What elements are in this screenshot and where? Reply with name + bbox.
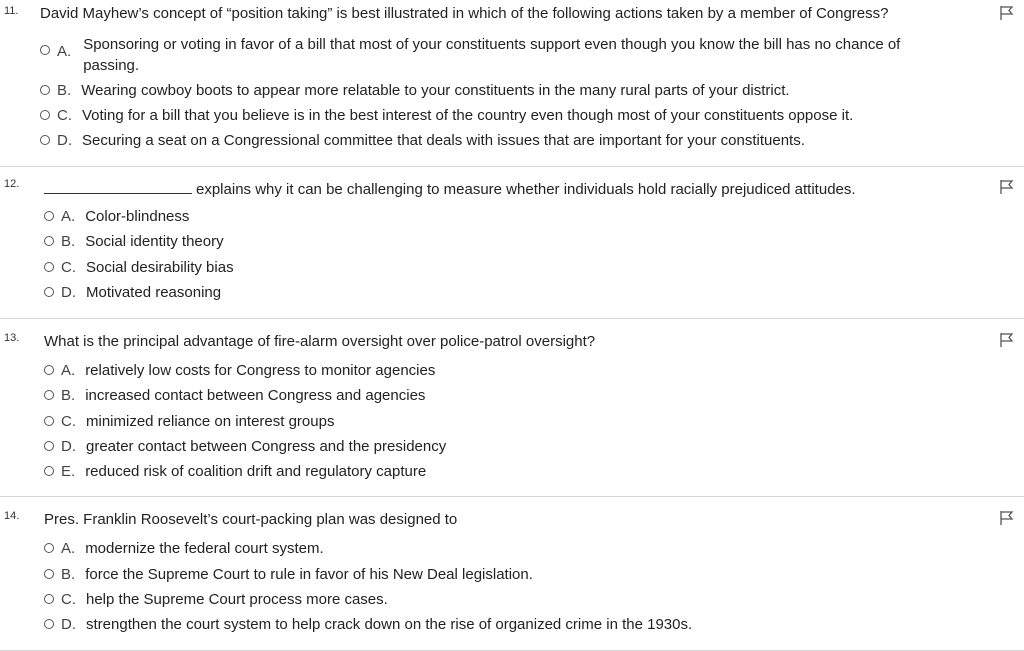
option-letter: C. <box>61 591 76 608</box>
radio-button[interactable] <box>44 390 54 400</box>
option-text: Color-blindness <box>85 208 190 225</box>
option-letter: C. <box>57 107 72 124</box>
option-text: Wearing cowboy boots to appear more relatable to your constituents in the many rural parts of your district. <box>81 82 790 99</box>
question-number: 13. <box>4 332 20 344</box>
option-letter: D. <box>61 616 76 633</box>
radio-button[interactable] <box>40 135 50 145</box>
option-b[interactable] <box>44 566 533 583</box>
question-text: What is the principal advantage of fire-alarm oversight over police-patrol oversight? <box>44 333 596 350</box>
radio-button[interactable] <box>44 466 54 476</box>
option-a[interactable] <box>44 362 435 379</box>
question-11 <box>0 0 1024 167</box>
radio-button[interactable] <box>40 45 50 55</box>
question-text: explains why it can be challenging to measure whether individuals hold racially prejudiced attitudes. <box>196 181 856 198</box>
option-text: reduced risk of coalition drift and regulatory capture <box>85 463 427 480</box>
option-text: Social identity theory <box>85 233 224 250</box>
radio-button[interactable] <box>44 569 54 579</box>
option-letter: E. <box>61 463 76 480</box>
option-letter: A. <box>61 208 76 225</box>
option-b[interactable] <box>40 82 790 99</box>
flag-icon[interactable] <box>999 510 1015 526</box>
flag-icon[interactable] <box>999 5 1015 21</box>
option-text: increased contact between Congress and agencies <box>85 387 426 404</box>
option-b[interactable] <box>44 387 425 404</box>
option-letter: C. <box>61 259 76 276</box>
option-text: force the Supreme Court to rule in favor of his New Deal legislation. <box>85 566 533 583</box>
question-prompt <box>44 179 856 198</box>
option-d[interactable] <box>44 616 692 633</box>
option-letter: A. <box>61 540 76 557</box>
option-letter: A. <box>57 43 72 60</box>
radio-button[interactable] <box>44 262 54 272</box>
option-letter: D. <box>57 132 72 149</box>
flag-icon[interactable] <box>999 179 1015 195</box>
question-number: 11. <box>4 5 19 17</box>
option-letter: B. <box>57 82 72 99</box>
question-text: David Mayhew’s concept of “position taking” is best illustrated in which of the following actions taken by a member of Congress? <box>40 5 889 22</box>
option-a[interactable] <box>44 208 189 225</box>
question-14 <box>0 496 1024 651</box>
question-13 <box>0 318 1024 497</box>
option-text: greater contact between Congress and the presidency <box>86 438 447 455</box>
option-letter: B. <box>61 233 76 250</box>
option-e[interactable] <box>44 463 426 480</box>
option-d[interactable] <box>44 438 446 455</box>
radio-button[interactable] <box>44 619 54 629</box>
option-d[interactable] <box>40 132 805 149</box>
radio-button[interactable] <box>44 543 54 553</box>
option-c[interactable] <box>40 107 853 124</box>
option-b[interactable] <box>44 233 224 250</box>
option-letter: D. <box>61 284 76 301</box>
option-text: Social desirability bias <box>86 259 234 276</box>
option-letter: B. <box>61 566 76 583</box>
radio-button[interactable] <box>44 416 54 426</box>
option-text: Motivated reasoning <box>86 284 222 301</box>
option-letter: A. <box>61 362 76 379</box>
question-number: 12. <box>4 178 20 190</box>
option-text: minimized reliance on interest groups <box>86 413 335 430</box>
radio-button[interactable] <box>40 85 50 95</box>
option-c[interactable] <box>44 413 334 430</box>
radio-button[interactable] <box>44 594 54 604</box>
radio-button[interactable] <box>40 110 50 120</box>
option-text: relatively low costs for Congress to monitor agencies <box>85 362 436 379</box>
question-number: 14. <box>4 510 20 522</box>
option-text: Securing a seat on a Congressional committee that deals with issues that are important for your constituents. <box>82 132 805 149</box>
option-c[interactable] <box>44 591 388 608</box>
option-text: modernize the federal court system. <box>85 540 324 557</box>
option-a[interactable] <box>40 34 940 76</box>
radio-button[interactable] <box>44 211 54 221</box>
option-letter: B. <box>61 387 76 404</box>
option-c[interactable] <box>44 259 234 276</box>
option-d[interactable] <box>44 284 221 301</box>
radio-button[interactable] <box>44 287 54 297</box>
option-text: strengthen the court system to help crack down on the rise of organized crime in the 1930s. <box>86 616 693 633</box>
question-text: Pres. Franklin Roosevelt’s court-packing plan was designed to <box>44 511 458 528</box>
radio-button[interactable] <box>44 365 54 375</box>
option-text: Voting for a bill that you believe is in the best interest of the country even though most of your constituents oppose it. <box>82 107 854 124</box>
option-letter: D. <box>61 438 76 455</box>
option-a[interactable] <box>44 540 324 557</box>
radio-button[interactable] <box>44 236 54 246</box>
option-text: help the Supreme Court process more cases. <box>86 591 388 608</box>
option-letter: C. <box>61 413 76 430</box>
radio-button[interactable] <box>44 441 54 451</box>
flag-icon[interactable] <box>999 332 1015 348</box>
question-12 <box>0 166 1024 319</box>
option-text: Sponsoring or voting in favor of a bill that most of your constituents support even though you know the bill has no chance of passing. <box>83 36 901 74</box>
fill-in-blank <box>44 179 192 194</box>
